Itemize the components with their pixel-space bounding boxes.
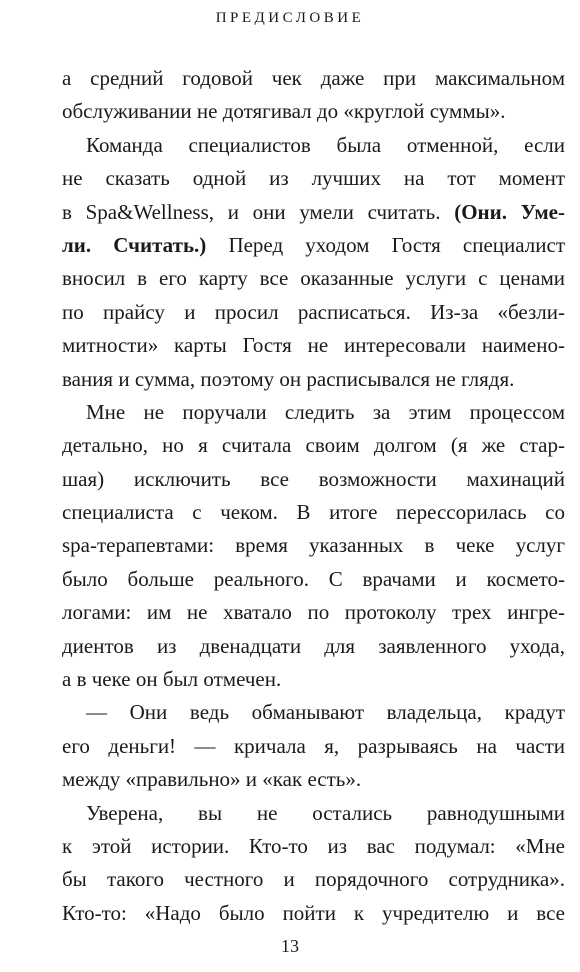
text-line: а средний годовой чек даже при максимальном	[62, 66, 565, 90]
text-line: между «правильно» и «как есть».	[62, 767, 362, 792]
page-number: 13	[281, 936, 299, 956]
text-line: обслуживании не дотягивал до «круглой суммы».	[62, 99, 506, 124]
text-line: к этой истории. Кто-то из вас подумал: «Мне	[62, 833, 565, 858]
text-line: вания и сумма, поэтому он расписывался не глядя.	[62, 366, 515, 391]
text-line: ли. Считать.) Перед уходом Гостя специалист	[62, 232, 566, 257]
text-line: в Spa&Wellness, и они умели считать. (Они. Уме-	[62, 199, 565, 224]
text-line: детально, но я считала своим долгом (я же стар-	[62, 433, 565, 458]
text-line: специалиста с чеком. В итоге перессорилась со	[62, 500, 565, 525]
text-line: Кто-то: «Надо было пойти к учредителю и все	[62, 900, 565, 925]
text-line: шая) исключить все возможности махинаций	[62, 466, 565, 491]
text-line: не сказать одной из лучших на тот момент	[62, 166, 565, 191]
bold-emphasis: ли. Считать.)	[62, 232, 207, 257]
text-line: spa-терапевтами: время указанных в чеке услуг	[62, 533, 565, 558]
text-line: по прайсу и просил расписаться. Из-за «безли-	[62, 299, 565, 324]
running-head: ПРЕДИСЛОВИЕ	[215, 10, 365, 26]
text-line: бы такого честного и порядочного сотрудника».	[62, 867, 565, 892]
bold-emphasis: (Они. Уме-	[454, 199, 565, 224]
text-line: диентов из двенадцати для заявленного ухода,	[62, 633, 565, 658]
text-line: вносил в его карту все оказанные услуги с ценами	[62, 266, 565, 291]
text-line: Мне не поручали следить за этим процессом	[86, 399, 565, 424]
text-line: Уверена, вы не остались равнодушными	[86, 800, 565, 825]
text-line: Команда специалистов была отменной, если	[86, 132, 565, 157]
text-line: логами: им не хватало по протоколу трех ингре-	[62, 600, 565, 625]
text-line: а в чеке он был отмечен.	[62, 667, 282, 692]
text-line: его деньги! — кричала я, разрываясь на части	[62, 733, 565, 758]
text-line: было больше реального. С врачами и космето-	[62, 566, 565, 591]
text-line: — Они ведь обманывают владельца, крадут	[86, 700, 565, 725]
body-text	[62, 62, 565, 930]
text-line: митности» карты Гостя не интересовали наимено-	[62, 333, 565, 358]
